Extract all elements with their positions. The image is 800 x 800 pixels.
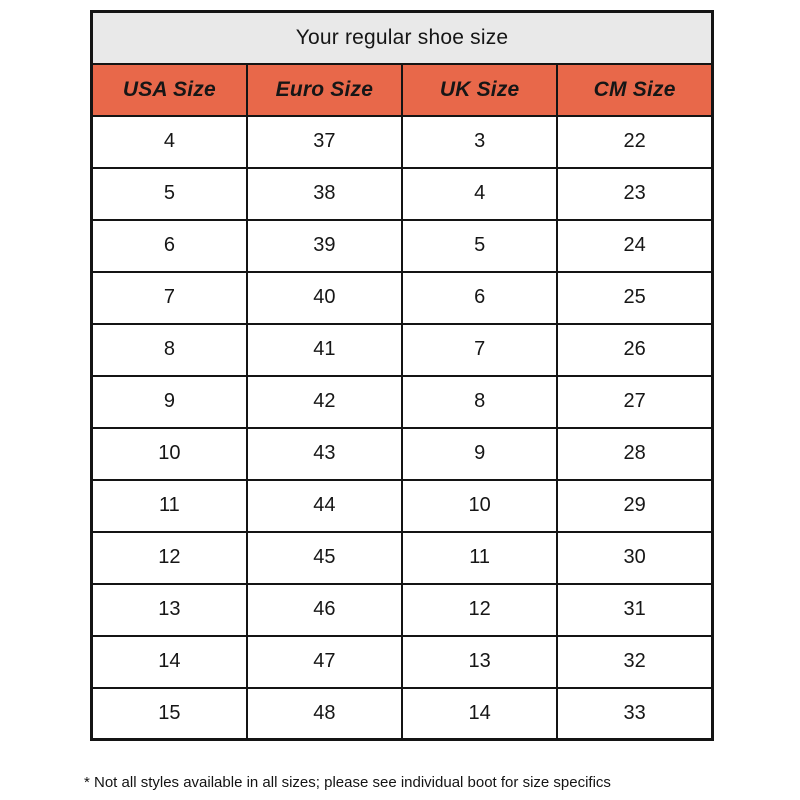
column-header-euro-size: Euro Size — [247, 64, 402, 116]
column-header-usa-size: USA Size — [92, 64, 247, 116]
size-cell: 24 — [557, 220, 712, 272]
size-cell: 5 — [402, 220, 557, 272]
size-cell: 28 — [557, 428, 712, 480]
table-header-row — [92, 64, 713, 116]
size-cell: 13 — [402, 636, 557, 688]
table-title-row — [92, 12, 713, 64]
size-cell: 5 — [92, 168, 247, 220]
size-cell: 45 — [247, 532, 402, 584]
size-cell: 40 — [247, 272, 402, 324]
size-cell: 12 — [402, 584, 557, 636]
table-row — [92, 532, 713, 584]
table-row — [92, 168, 713, 220]
size-cell: 47 — [247, 636, 402, 688]
size-cell: 32 — [557, 636, 712, 688]
size-cell: 12 — [92, 532, 247, 584]
table-row — [92, 220, 713, 272]
table-row — [92, 480, 713, 532]
table-row — [92, 636, 713, 688]
table-row — [92, 428, 713, 480]
size-cell: 4 — [402, 168, 557, 220]
column-header-uk-size: UK Size — [402, 64, 557, 116]
column-header-cm-size: CM Size — [557, 64, 712, 116]
size-cell: 10 — [402, 480, 557, 532]
size-cell: 27 — [557, 376, 712, 428]
size-cell: 22 — [557, 116, 712, 168]
table-row — [92, 376, 713, 428]
table-row — [92, 324, 713, 376]
table-head — [92, 12, 713, 116]
table-row — [92, 584, 713, 636]
size-cell: 39 — [247, 220, 402, 272]
size-cell: 14 — [402, 688, 557, 740]
table-row — [92, 688, 713, 740]
size-cell: 23 — [557, 168, 712, 220]
size-cell: 15 — [92, 688, 247, 740]
shoe-size-table — [90, 10, 714, 741]
table-row — [92, 272, 713, 324]
size-cell: 46 — [247, 584, 402, 636]
size-cell: 33 — [557, 688, 712, 740]
size-cell: 29 — [557, 480, 712, 532]
size-cell: 11 — [92, 480, 247, 532]
table-row — [92, 116, 713, 168]
size-cell: 30 — [557, 532, 712, 584]
size-cell: 9 — [402, 428, 557, 480]
size-cell: 44 — [247, 480, 402, 532]
size-cell: 41 — [247, 324, 402, 376]
footnote: * Not all styles available in all sizes; please see individual boot for size specifics — [84, 774, 611, 791]
size-cell: 4 — [92, 116, 247, 168]
size-cell: 25 — [557, 272, 712, 324]
size-table-body — [92, 116, 713, 740]
size-cell: 31 — [557, 584, 712, 636]
size-cell: 9 — [92, 376, 247, 428]
size-cell: 8 — [92, 324, 247, 376]
size-cell: 48 — [247, 688, 402, 740]
size-cell: 26 — [557, 324, 712, 376]
size-cell: 10 — [92, 428, 247, 480]
size-cell: 11 — [402, 532, 557, 584]
size-cell: 42 — [247, 376, 402, 428]
size-cell: 7 — [92, 272, 247, 324]
size-cell: 38 — [247, 168, 402, 220]
size-cell: 7 — [402, 324, 557, 376]
size-cell: 37 — [247, 116, 402, 168]
size-cell: 3 — [402, 116, 557, 168]
size-cell: 6 — [402, 272, 557, 324]
size-cell: 14 — [92, 636, 247, 688]
size-cell: 6 — [92, 220, 247, 272]
size-cell: 8 — [402, 376, 557, 428]
size-cell: 13 — [92, 584, 247, 636]
size-cell: 43 — [247, 428, 402, 480]
table-title: Your regular shoe size — [92, 12, 713, 64]
